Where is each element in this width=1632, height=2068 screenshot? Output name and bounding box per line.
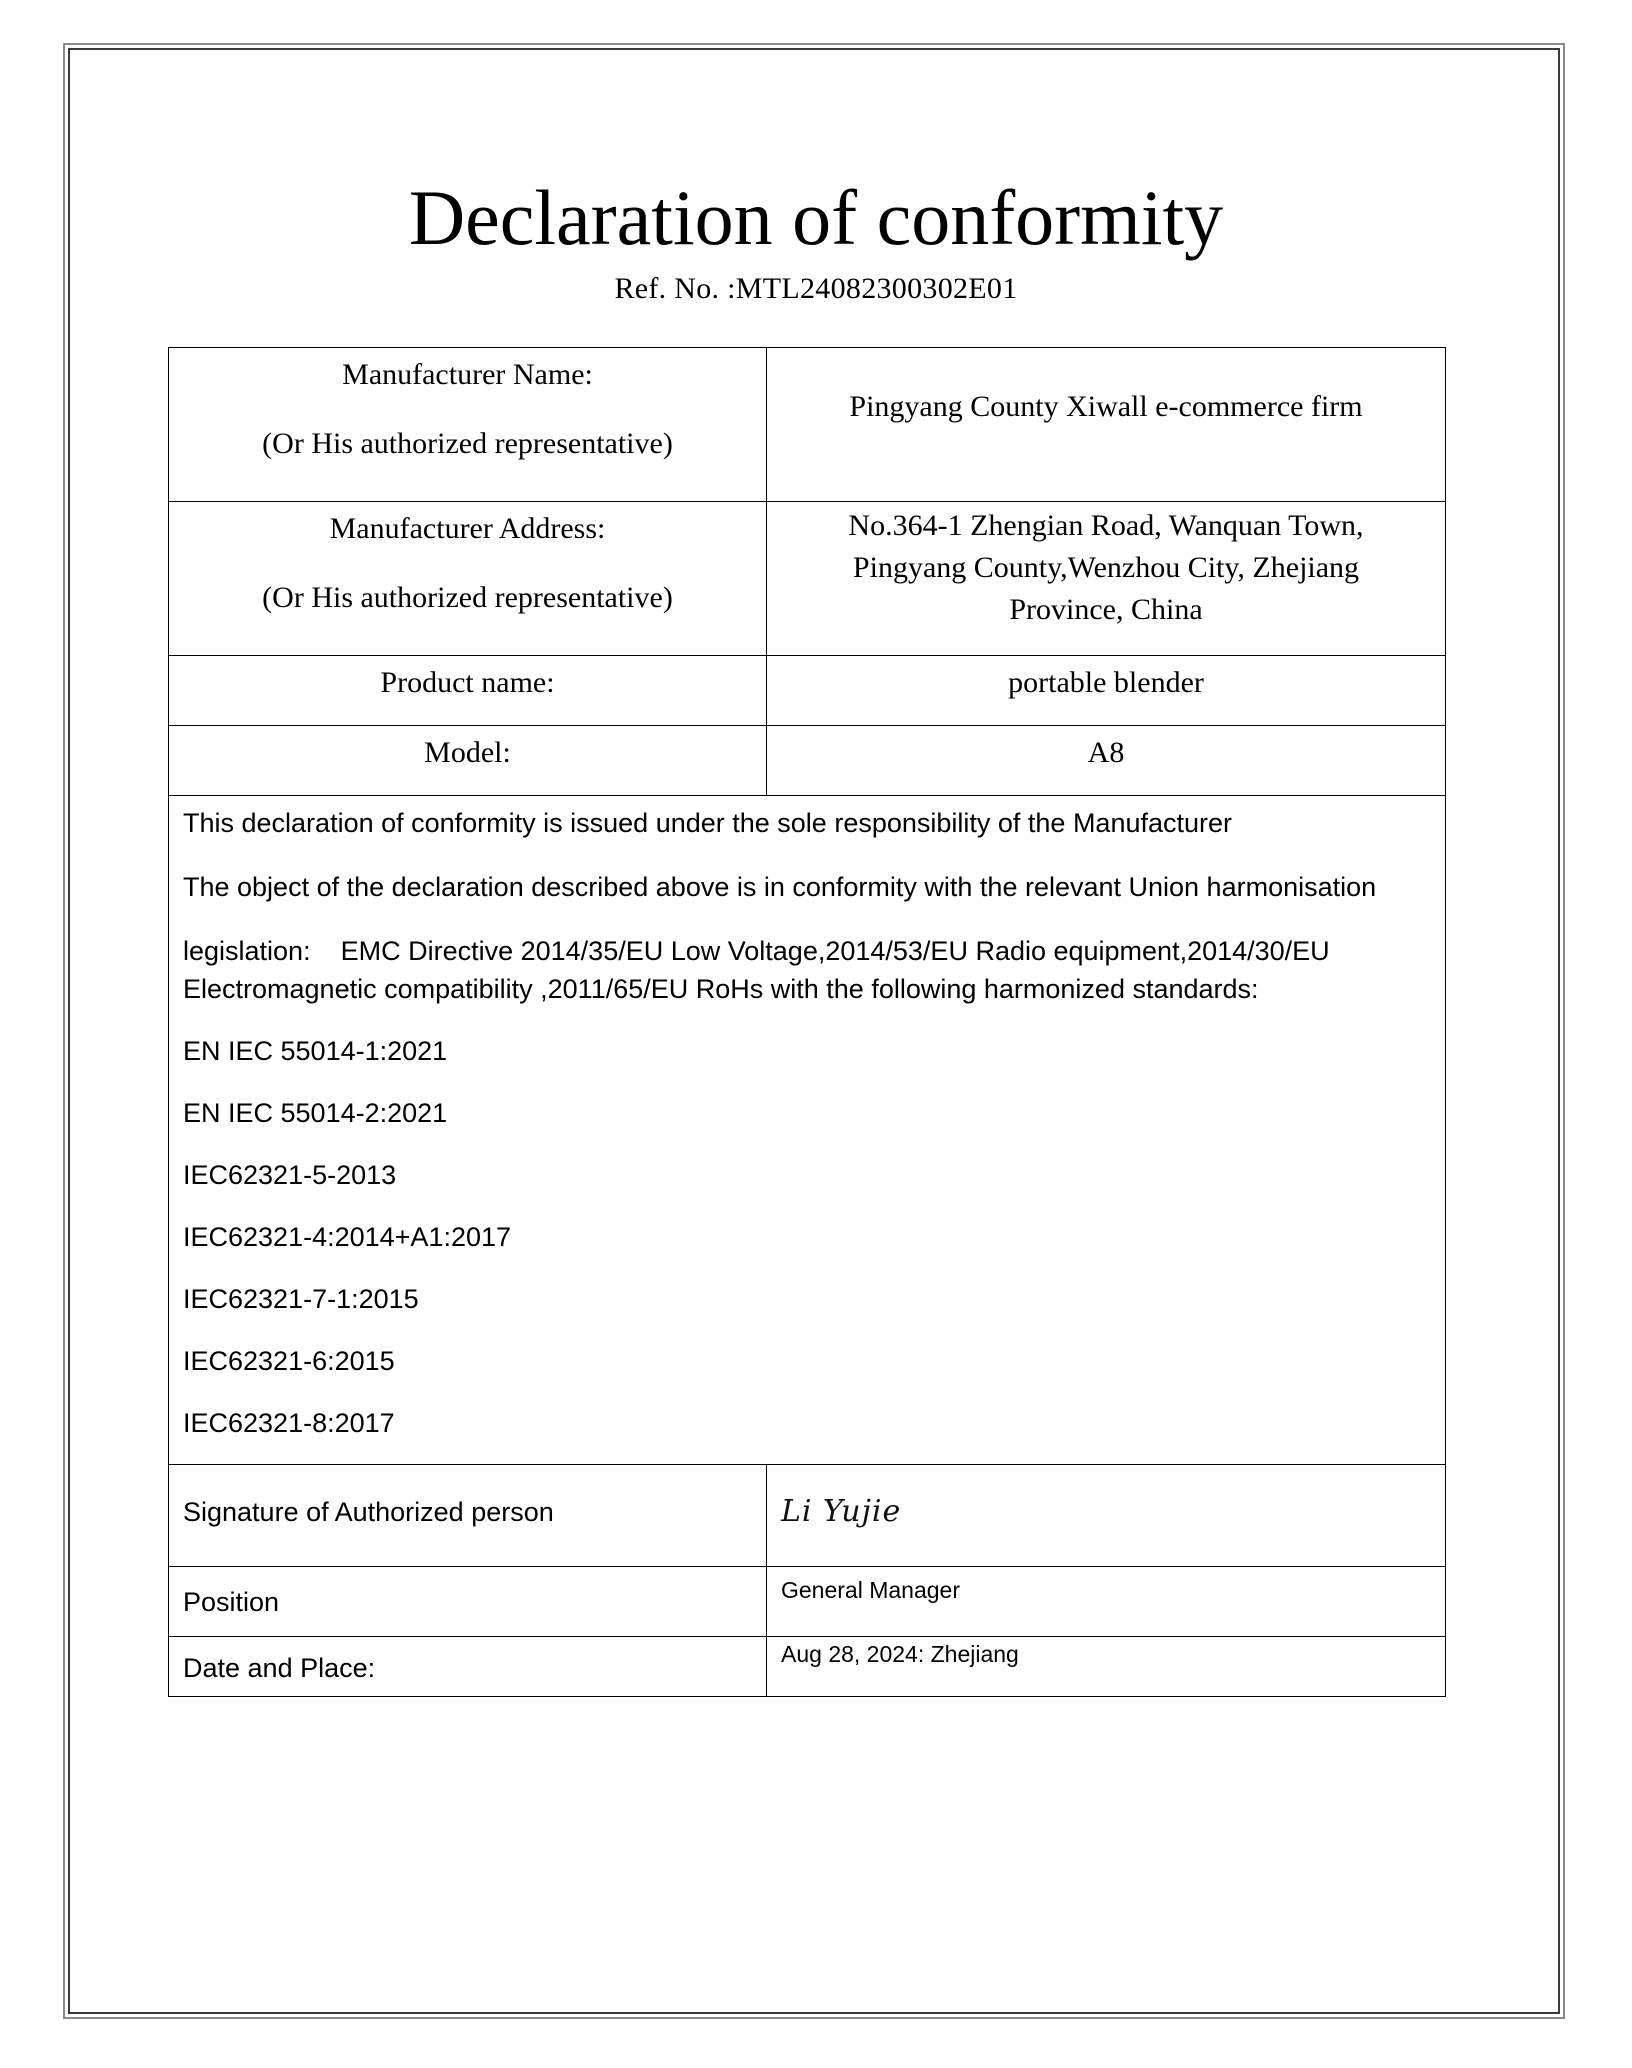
standard-item: IEC62321-7-1:2015	[183, 1284, 419, 1314]
position-value: General Manager	[767, 1567, 1446, 1637]
signature-value-cell	[767, 1465, 1446, 1567]
address-line-2: Pingyang County,Wenzhou City, Zhejiang	[852, 551, 1360, 584]
declaration-table	[168, 347, 1446, 1697]
handwritten-signature: Li Yujie	[781, 1494, 902, 1529]
statement-line-1: This declaration of conformity is issued under the sole responsibility of the Manufacturer	[183, 808, 1233, 838]
row-statement	[169, 796, 1446, 1465]
conformity-statement	[169, 796, 1446, 1465]
address-line-1: No.364-1 Zhengian Road, Wanquan Town,	[848, 509, 1364, 542]
product-name-label: Product name:	[169, 656, 767, 726]
position-label: Position	[169, 1567, 767, 1637]
row-date-place	[169, 1637, 1446, 1697]
product-name-value: portable blender	[767, 656, 1446, 726]
row-manufacturer-address	[169, 502, 1446, 656]
manufacturer-address-sublabel: (Or His authorized representative)	[262, 581, 673, 614]
statement-line-2: The object of the declaration described above is in conformity with the relevant Union harmonisation	[183, 872, 1377, 902]
manufacturer-address-value	[767, 502, 1446, 656]
document-title: Declaration of conformity	[408, 174, 1224, 261]
statement-legislation: legislation: EMC Directive 2014/35/EU Low Voltage,2014/53/EU Radio equipment,2014/30/EU Electromagnetic compatibility ,2011/65/EU RoHs with the following harmonized standards:	[183, 936, 1338, 1004]
manufacturer-name-value: Pingyang County Xiwall e-commerce firm	[767, 348, 1446, 502]
date-place-label: Date and Place:	[169, 1637, 767, 1697]
manufacturer-name-sublabel: (Or His authorized representative)	[262, 427, 673, 460]
row-position	[169, 1567, 1446, 1637]
standard-item: EN IEC 55014-2:2021	[183, 1098, 448, 1128]
date-place-value: Aug 28, 2024: Zhejiang	[767, 1637, 1446, 1697]
manufacturer-name-label: Manufacturer Name:	[342, 358, 593, 391]
standard-item: EN IEC 55014-1:2021	[183, 1036, 448, 1066]
model-value: A8	[767, 726, 1446, 796]
manufacturer-name-label-cell	[169, 348, 767, 502]
row-model	[169, 726, 1446, 796]
row-manufacturer-name	[169, 348, 1446, 502]
manufacturer-address-label: Manufacturer Address:	[329, 512, 606, 545]
manufacturer-address-label-cell	[169, 502, 767, 656]
standard-item: IEC62321-4:2014+A1:2017	[183, 1222, 512, 1252]
reference-number: Ref. No. :MTL24082300302E01	[614, 272, 1018, 305]
row-signature	[169, 1465, 1446, 1567]
model-label: Model:	[169, 726, 767, 796]
standard-item: IEC62321-6:2015	[183, 1346, 395, 1376]
standard-item: IEC62321-5-2013	[183, 1160, 397, 1190]
address-line-3: Province, China	[1009, 593, 1203, 626]
standard-item: IEC62321-8:2017	[183, 1408, 395, 1438]
row-product-name	[169, 656, 1446, 726]
signature-label: Signature of Authorized person	[169, 1465, 767, 1567]
